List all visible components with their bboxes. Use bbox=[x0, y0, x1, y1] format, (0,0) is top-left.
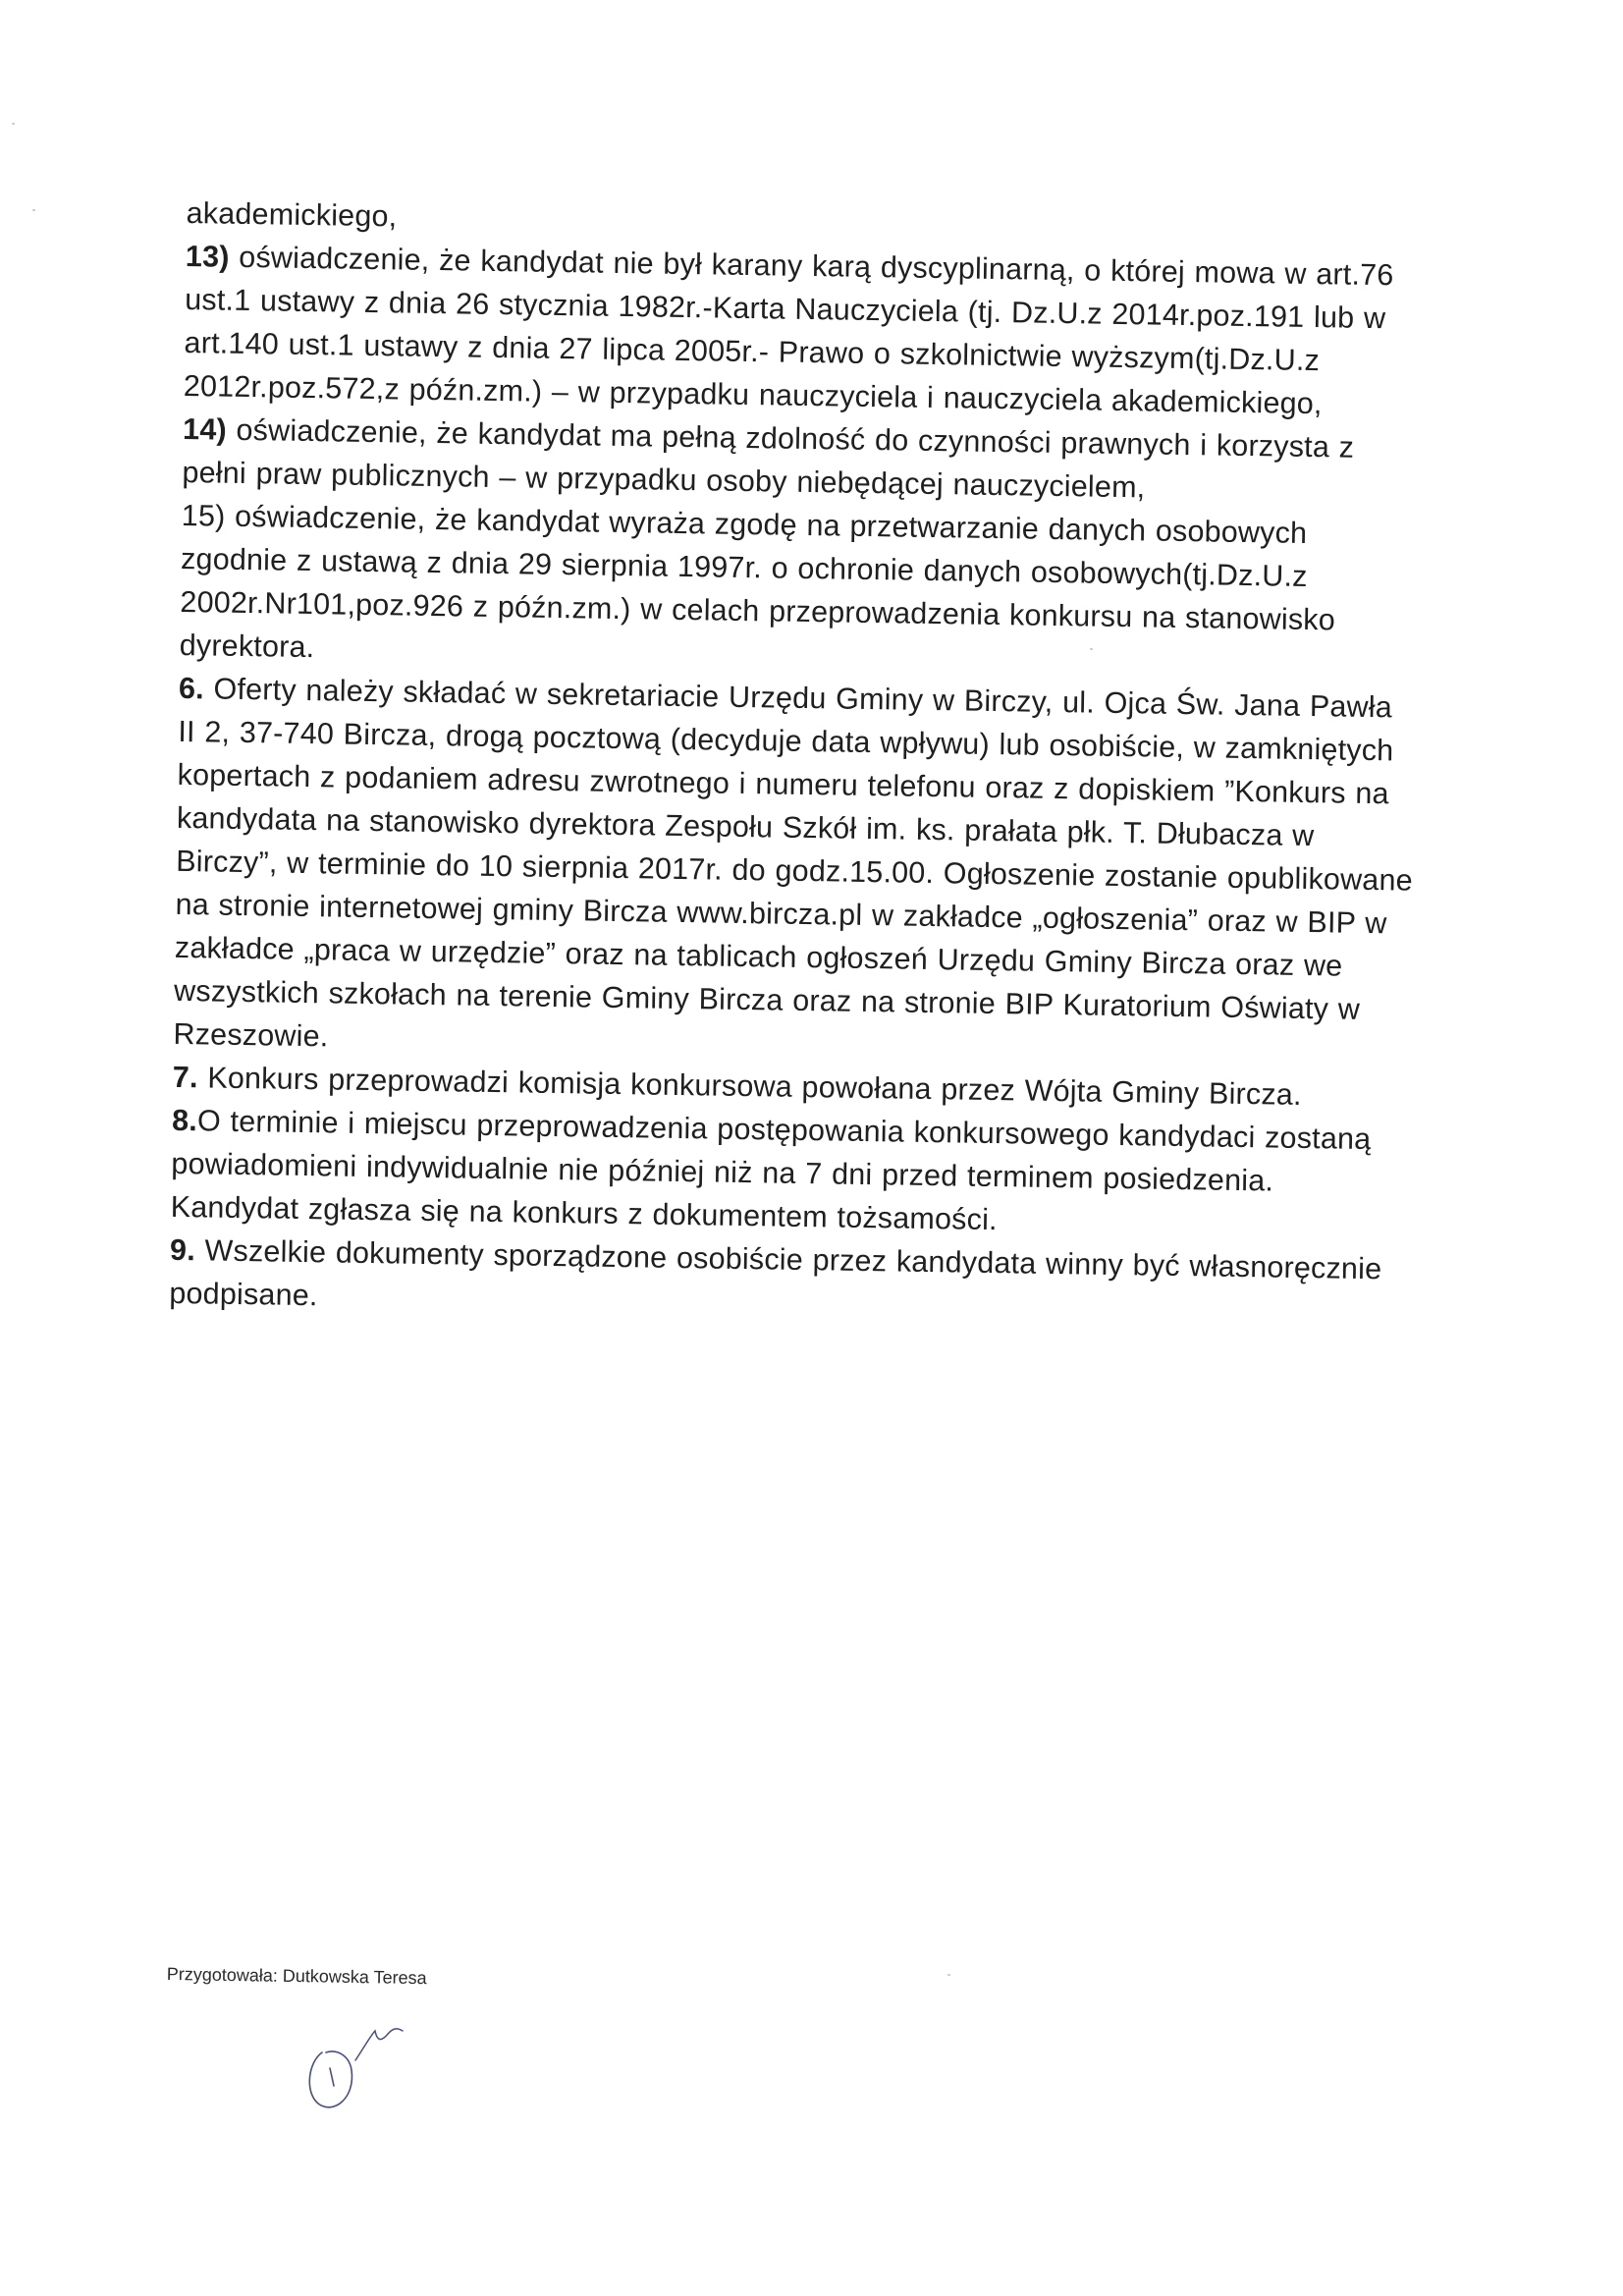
scan-speck bbox=[947, 1974, 950, 1976]
document-body bbox=[169, 191, 1424, 1335]
prepared-by-footer: Przygotowała: Dutkowska Teresa bbox=[166, 1964, 427, 1989]
paragraph-section-9 bbox=[169, 1229, 1407, 1335]
paragraph-text: Oferty należy składać w sekretariacie Urzędu Gminy w Birczy, ul. Ojca Św. Jana Pawła II 2, 37-740 Bircza, drogą pocztową (decyduje data wpływu) lub osobiście, w zamkniętych kopertach z podaniem adresu zwrotnego i numeru telefonu oraz z dopiskiem ”Konkurs na kandydata na stanowisko dyrektora Zespołu Szkół im. ks. prałata płk. T. Dłubacza w Birczy”, w terminie do 10 sierpnia 2017r. do godz.15.00. Ogłoszenie zostanie opublikowane na stronie internetowej gminy Bircza www.bircza.pl w zakładce „ogłoszenia” oraz w BIP w zakładce „praca w urzędzie” oraz na tablicach ogłoszeń Urzędu Gminy Bircza oraz we wszystkich szkołach na terenie Gminy Bircza oraz na stronie BIP Kuratorium Oświaty w Rzeszowie. bbox=[173, 672, 1414, 1054]
paragraph-number: 7. bbox=[172, 1060, 198, 1095]
paragraph-text: akademickiego, bbox=[186, 195, 398, 234]
paragraph-item-13 bbox=[184, 235, 1424, 427]
paragraph-text: oświadczenie, że kandydat ma pełną zdolność do czynności prawnych i korzysta z pełni praw publicznych – w przypadku osoby niebędącej nauczycielem, bbox=[182, 412, 1355, 505]
scan-speck bbox=[12, 123, 15, 125]
paragraph-text: Konkurs przeprowadzi komisja konkursowa powołana przez Wójta Gminy Bircza. bbox=[197, 1061, 1302, 1112]
paragraph-number: 13) bbox=[185, 239, 230, 274]
paragraph-item-15 bbox=[179, 494, 1419, 686]
scan-speck bbox=[1090, 648, 1093, 650]
handwritten-signature bbox=[295, 2013, 432, 2121]
scan-speck bbox=[32, 209, 35, 211]
paragraph-section-8 bbox=[170, 1099, 1409, 1248]
paragraph-number: 14) bbox=[182, 411, 228, 447]
paragraph-text: oświadczenie, że kandydat nie był karany karą dyscyplinarną, o której mowa w art.76 ust.1 ustawy z dnia 26 stycznia 1982r.-Karta Nauczyciela (tj. Dz.U.z 2014r.poz.191 lub w art.140 ust.1 ustawy z dnia 27 lipca 2005r.- Prawo o szkolnictwie wyższym(tj.Dz.U.z 2012r.poz.572,z późn.zm.) – w przypadku nauczyciela i nauczyciela akademickiego, bbox=[183, 240, 1394, 421]
paragraph-section-6 bbox=[173, 667, 1416, 1075]
paragraph-text: 15) oświadczenie, że kandydat wyraża zgodę na przetwarzanie danych osobowych zgodnie z ustawą z dnia 29 sierpnia 1997r. o ochronie danych osobowych(tj.Dz.U.z 2002r.Nr101,poz.926 z późn.zm.) w celach przeprowadzenia konkursu na stanowisko dyrektora. bbox=[179, 498, 1336, 665]
paragraph-number: 8. bbox=[171, 1103, 198, 1138]
paragraph-text: O terminie i miejscu przeprowadzenia postępowania konkursowego kandydaci zostaną powiadomieni indywidualnie nie później niż na 7 dni przed terminem posiedzenia. Kandydat zgłasza się na konkurs z dokumentem tożsamości. bbox=[170, 1104, 1372, 1237]
paragraph-number: 9. bbox=[169, 1232, 196, 1268]
paragraph-text: Wszelkie dokumenty sporządzone osobiście przez kandydata winny być własnoręcznie podpisane. bbox=[169, 1233, 1382, 1313]
paragraph-number: 6. bbox=[178, 671, 205, 706]
